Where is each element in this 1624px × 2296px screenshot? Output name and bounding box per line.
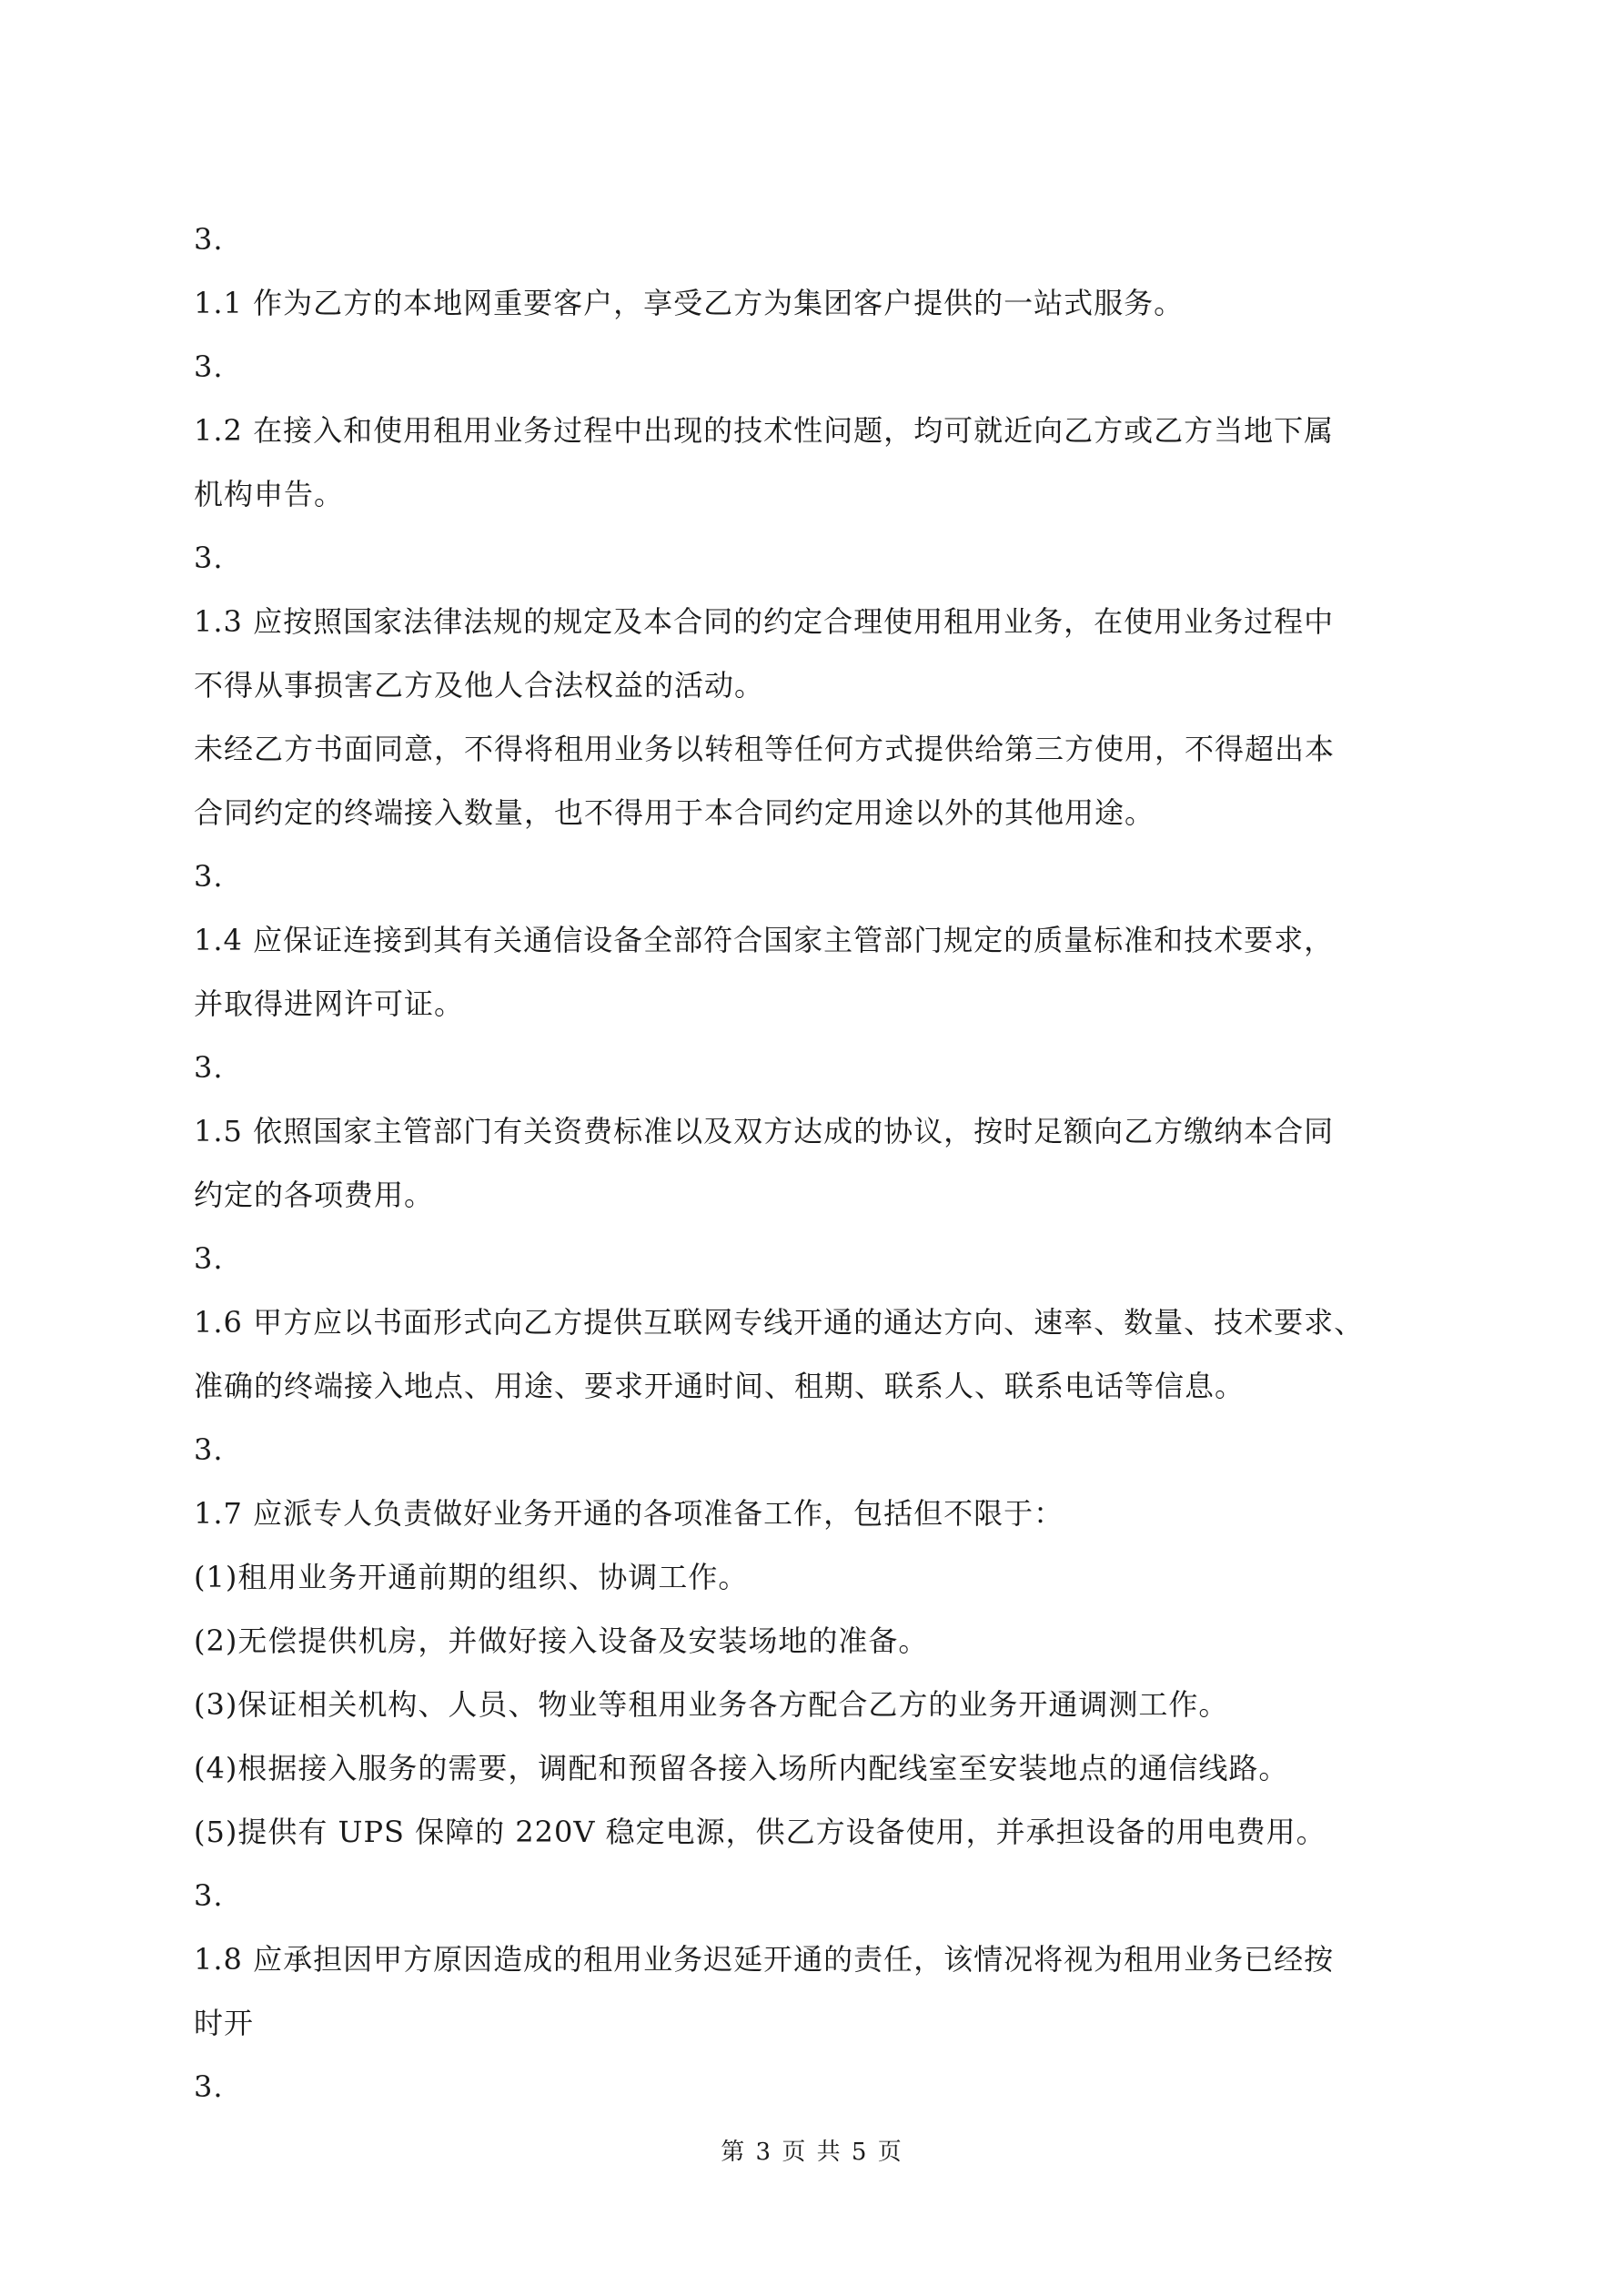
text-line: 1.1 作为乙方的本地网重要客户，享受乙方为集团客户提供的一站式服务。 [194,286,1185,320]
text-line: 3. [194,541,224,575]
text-line: 1.4 应保证连接到其有关通信设备全部符合国家主管部门规定的质量标准和技术要求， [194,923,1335,957]
text-line: 3. [194,859,224,894]
text-line: 1.5 依照国家主管部门有关资费标准以及双方达成的协议，按时足额向乙方缴纳本合同 [194,1114,1335,1148]
text-line: (1)租用业务开通前期的组织、协调工作。 [194,1560,749,1594]
text-line: (4)根据接入服务的需要，调配和预留各接入场所内配线室至安装地点的通信线路。 [194,1751,1289,1785]
text-line: 机构申告。 [194,477,345,511]
text-line: 1.8 应承担因甲方原因造成的租用业务迟延开通的责任，该情况将视为租用业务已经按 [194,1942,1335,1977]
text-line: 1.6 甲方应以书面形式向乙方提供互联网专线开通的通达方向、速率、数量、技术要求、 [194,1305,1365,1340]
text-line: 1.3 应按照国家法律法规的规定及本合同的约定合理使用租用业务，在使用业务过程中 [194,604,1335,639]
document-body [194,207,1440,2119]
text-line: 3. [194,1432,224,1467]
text-line: (3)保证相关机构、人员、物业等租用业务各方配合乙方的业务开通调测工作。 [194,1687,1229,1722]
text-line: (5)提供有 UPS 保障的 220V 稳定电源，供乙方设备使用，并承担设备的用电费用。 [194,1815,1326,1849]
page-number-footer: 第 3 页 共 5 页 [721,2139,903,2166]
text-line: 时开 [194,2006,255,2040]
text-line: 3. [194,2069,224,2104]
text-line: 准确的终端接入地点、用途、要求开通时间、租期、联系人、联系电话等信息。 [194,1369,1246,1403]
text-line: 未经乙方书面同意，不得将租用业务以转租等任何方式提供给第三方使用，不得超出本 [194,732,1336,766]
text-line: (2)无偿提供机房，并做好接入设备及安装场地的准备。 [194,1623,929,1658]
text-line: 合同约定的终端接入数量，也不得用于本合同约定用途以外的其他用途。 [194,795,1155,830]
text-line: 1.2 在接入和使用租用业务过程中出现的技术性问题，均可就近向乙方或乙方当地下属 [194,413,1335,448]
text-line: 1.7 应派专人负责做好业务开通的各项准备工作，包括但不限于： [194,1496,1064,1531]
text-line: 约定的各项费用。 [194,1178,435,1212]
text-line: 3. [194,1878,224,1913]
text-line: 3. [194,1050,224,1085]
text-line: 3. [194,1241,224,1276]
text-line: 3. [194,349,224,384]
text-line: 3. [194,222,224,257]
text-line: 并取得进网许可证。 [194,986,465,1021]
text-line: 不得从事损害乙方及他人合法权益的活动。 [194,668,765,703]
